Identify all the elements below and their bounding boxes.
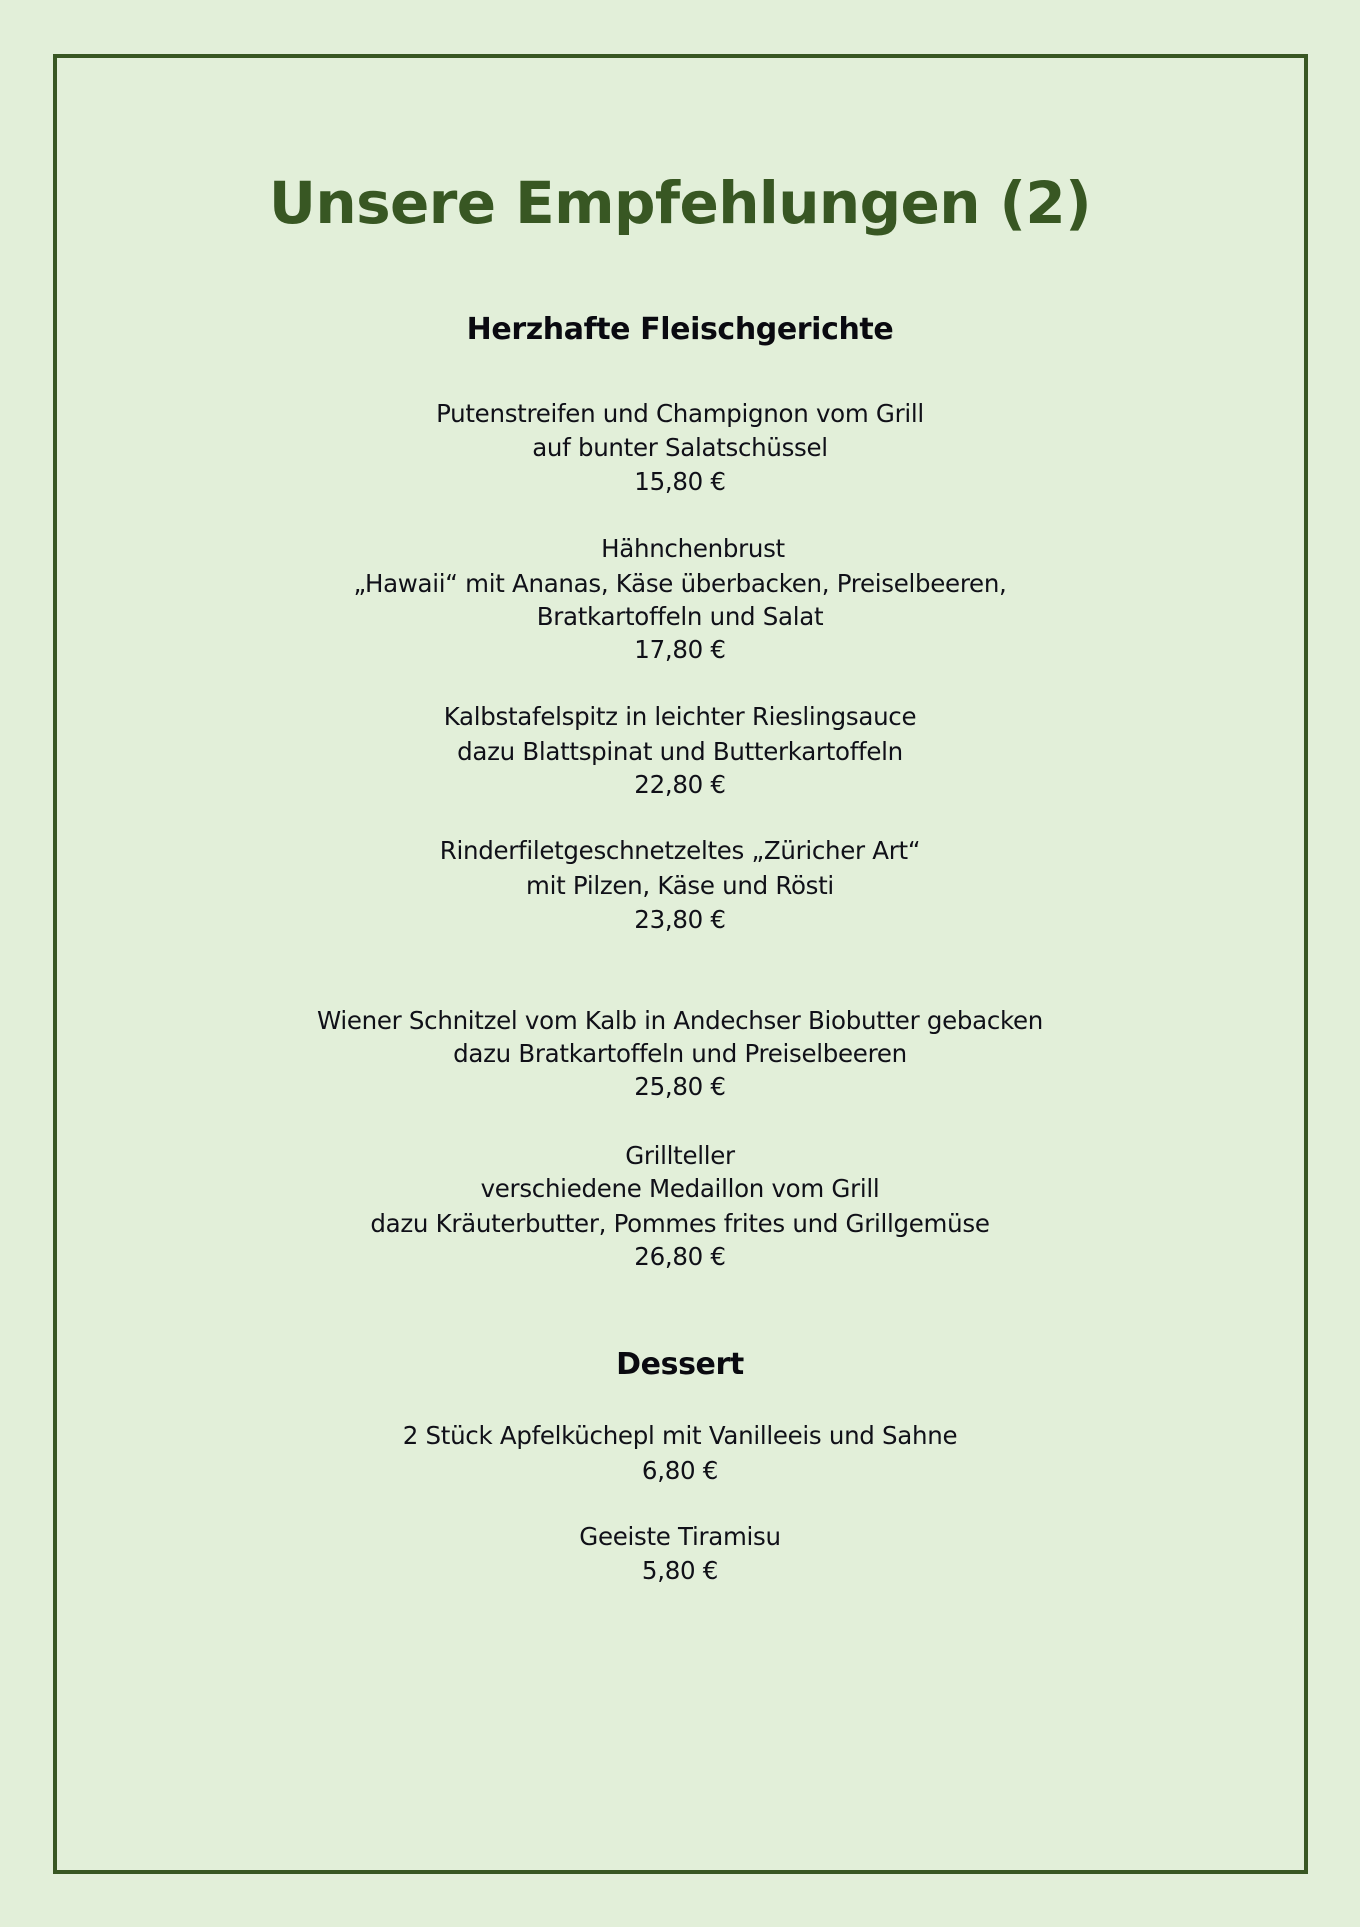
item-line: dazu Bratkartoffeln und Preiselbeeren [453, 1038, 907, 1068]
item-line: 2 Stück Apfelküchерl mit Vanilleeis und Sahne [402, 1420, 958, 1450]
item-price: 22,80 € [634, 769, 726, 799]
item-line: Rinderfiletgeschnetzeltes „Züricher Art“ [439, 835, 921, 865]
item-line: Kalbstafelspitz in leichter Rieslingsauce [443, 701, 917, 731]
item-line: Bratkartoffeln und Salat [536, 601, 824, 631]
item-line: dazu Kräuterbutter, Pommes frites und Grillgemüse [370, 1208, 990, 1238]
item-line: Wiener Schnitzel vom Kalb in Andechser Biobutter gebacken [316, 1005, 1044, 1035]
item-line: Grillteller [625, 1140, 735, 1170]
item-line: auf bunter Salatschüssel [532, 432, 828, 462]
section-heading-dessert: Dessert [616, 1347, 744, 1382]
item-price: 25,80 € [634, 1071, 726, 1101]
item-price: 17,80 € [634, 634, 726, 664]
item-line: Geeiste Tiramisu [579, 1521, 781, 1551]
item-price: 6,80 € [641, 1455, 719, 1485]
item-line: verschiedene Medaillon vom Grill [480, 1173, 880, 1203]
item-price: 5,80 € [641, 1555, 719, 1585]
item-price: 15,80 € [634, 466, 726, 496]
item-line: dazu Blattspinat und Butterkartoffeln [457, 736, 903, 766]
item-line: mit Pilzen, Käse und Rösti [526, 870, 834, 900]
item-price: 26,80 € [634, 1241, 726, 1271]
section-heading-meat: Herzhafte Fleischgerichte [466, 312, 894, 347]
item-line: „Hawaii“ mit Ananas, Käse überbacken, Preiselbeeren, [353, 568, 1007, 598]
item-line: Putenstreifen und Champignon vom Grill [436, 398, 924, 428]
item-line: Hähnchenbrust [601, 533, 785, 563]
item-price: 23,80 € [634, 904, 726, 934]
page-title: Unsere Empfehlungen (2) [268, 169, 1092, 237]
